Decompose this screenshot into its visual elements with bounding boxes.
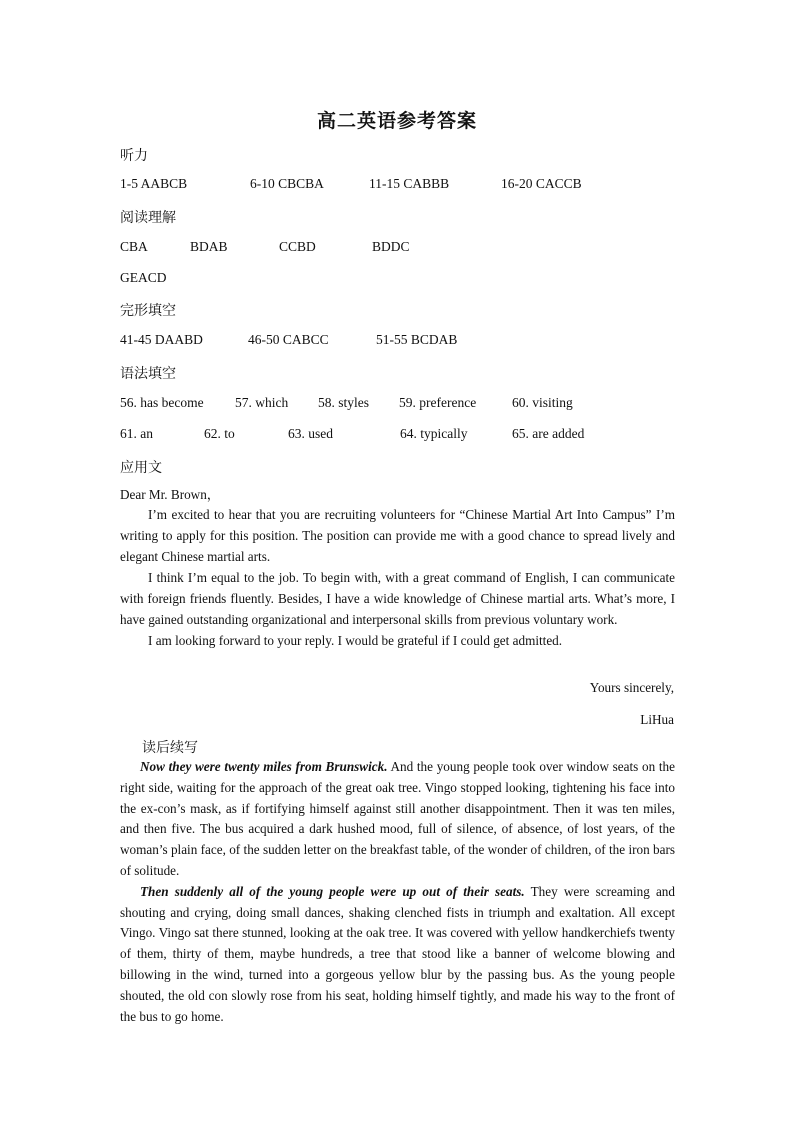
listening-answer-row	[120, 176, 720, 194]
letter-paragraph: I think I’m equal to the job. To begin with, with a great command of English, I can communicate with foreign friends fluently. Besides, I have a wide knowledge of Chinese martial arts. What’s more, I have gained outstanding organizational and interpersonal skills from previous voluntary work.	[120, 570, 675, 627]
section-heading-reading: 阅读理解	[120, 210, 176, 226]
section-heading-grammar: 语法填空	[120, 366, 176, 382]
cloze-answer-row	[120, 332, 720, 350]
letter-salutation: Dear Mr. Brown，	[120, 487, 220, 502]
answer-group: 41-45 DAABD	[120, 332, 203, 347]
answer-group: 51-55 BCDAB	[376, 332, 458, 347]
letter-paragraph: I’m excited to hear that you are recruiting volunteers for “Chinese Martial Art Into Campus” I’m writing to apply for this position. The position can provide me with a good chance to spread lively and elegant Chinese martial arts.	[120, 507, 675, 564]
page-title: 高二英语参考答案	[316, 110, 477, 132]
story-paragraph	[120, 757, 675, 882]
answer-group: CBA	[120, 239, 148, 254]
answer-item: 57. which	[235, 395, 289, 410]
grammar-answer-row-2	[120, 426, 720, 444]
grammar-answer-row-1	[120, 395, 720, 413]
answer-group: BDDC	[372, 239, 410, 254]
answer-item: 61. an	[120, 426, 153, 441]
story-paragraph	[120, 882, 675, 1028]
story-paragraph-body: And the young people took over window seats on the right side, waiting for the approach of the great oak tree. Vingo stopped looking, tightening his face into the ex-con’s mask, as if fortifying himself against still another disappointment. Then it was ten miles, and then five. The bus acquired a dark hushed mood, full of silence, of absence, of lost years, of the woman’s plain face, of the sudden letter on the breakfast table, of the wonder of children, of the iron bars of solitude.	[120, 759, 675, 878]
answer-item: 62. to	[204, 426, 235, 441]
answer-group: 16-20 CACCB	[501, 176, 582, 191]
answer-item: 60. visiting	[512, 395, 573, 410]
section-heading-practical-writing: 应用文	[120, 460, 162, 476]
answer-item: 59. preference	[399, 395, 477, 410]
answer-group: CCBD	[279, 239, 316, 254]
answer-group: GEACD	[120, 270, 167, 285]
story-lead-sentence: Then suddenly all of the young people were up out of their seats.	[140, 883, 525, 899]
story-lead-sentence: Now they were twenty miles from Brunswick.	[140, 759, 388, 774]
section-heading-listening: 听力	[120, 148, 148, 164]
section-heading-continuation-writing: 读后续写	[142, 740, 198, 756]
reading-answer-row	[120, 239, 720, 257]
answer-item: 64. typically	[400, 426, 468, 441]
answer-item: 58. styles	[318, 395, 370, 410]
letter-paragraph: I am looking forward to your reply. I would be grateful if I could get admitted.	[148, 633, 563, 648]
answer-item: 63. used	[288, 426, 333, 441]
letter-closing: Yours sincerely,	[589, 680, 674, 695]
answer-group: 6-10 CBCBA	[250, 176, 324, 191]
story-paragraph-body: They were screaming and shouting and crying, doing small dances, shaking clenched fists in triumph and exaltation. All except Vingo. Vingo sat there stunned, looking at the oak tree. It was covered with yellow handkerchiefs twenty of them, thirty of them, maybe hundreds, a tree that stood like a banner of welcome blowing and billowing in the wind, turned into a gorgeous yellow blur by the passing bus. As the young people shouted, the old con slowly rose from his seat, holding himself tightly, and made his way to the front of the bus to go home.	[120, 883, 675, 1024]
answer-item: 65. are added	[512, 426, 585, 441]
letter-body	[120, 504, 675, 651]
answer-group: 1-5 AABCB	[120, 176, 188, 191]
section-heading-cloze: 完形填空	[120, 303, 176, 319]
answer-group: BDAB	[190, 239, 228, 254]
reading-answer-row-2	[120, 270, 720, 288]
answer-group: 46-50 CABCC	[248, 332, 329, 347]
answer-item: 56. has become	[120, 395, 204, 410]
continuation-story	[120, 757, 675, 1027]
letter-signature: LiHua	[640, 712, 674, 727]
answer-group: 11-15 CABBB	[369, 176, 450, 191]
